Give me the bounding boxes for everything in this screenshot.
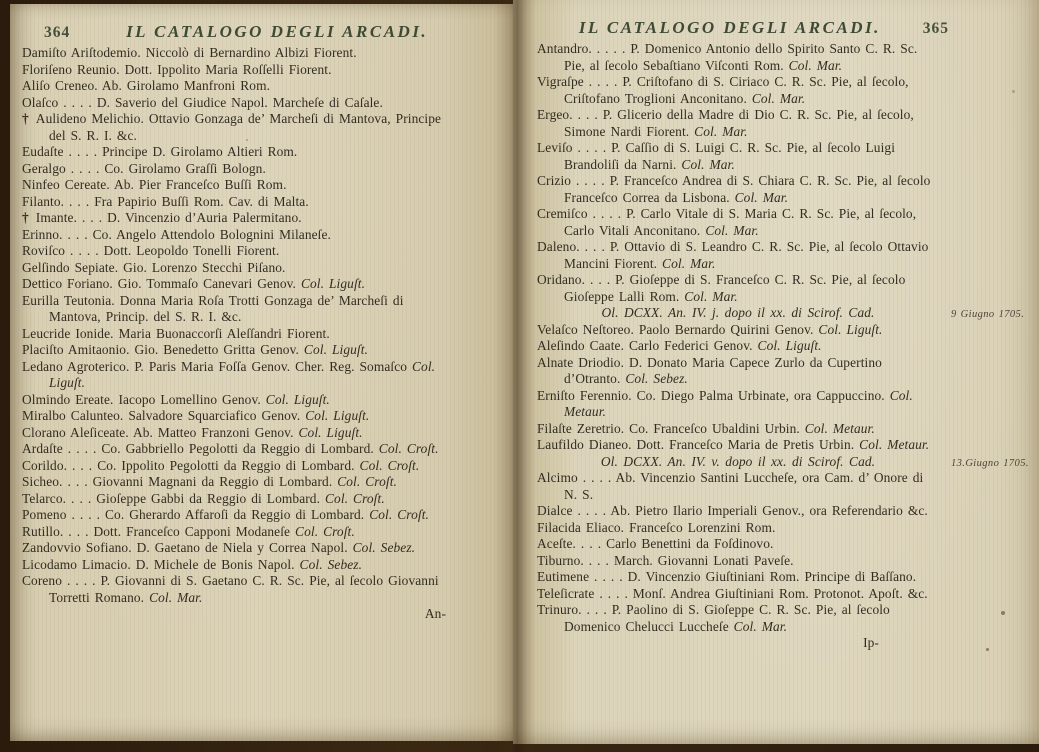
catalog-entry: [22, 111, 460, 144]
entry-text: Teleſicrate . . . . Monſ. Andrea Giuſtiniani Rom. Protonot. Apoſt. &c.: [537, 585, 928, 601]
catalog-entry: [22, 260, 460, 277]
entry-text: Aliſo Creneo. Ab. Girolamo Manfroni Rom.: [22, 78, 271, 93]
entry-text: Aleſindo Caate. Carlo Federici Genov.: [537, 338, 753, 353]
entry-text: Vigraſpe . . . . P. Criſtofano di S. Ciriaco C. R. Sc. Pie, al ſecolo, Criſtofano Troglioni Anconitano.: [537, 74, 909, 106]
entry-text: Licodamo Limacio. D. Michele de Bonis Napol.: [22, 556, 295, 572]
left-text-column: [22, 45, 460, 623]
entry-text: Eurilla Teutonia. Donna Maria Roſa Trotti Gonzaga de’ Marcheſi di Mantova, Princip. del S. R. I. &c.: [22, 292, 404, 324]
catalog-entry: [537, 140, 939, 173]
catalog-entry: [22, 342, 460, 359]
entry-text: Coreno . . . . P. Giovanni di S. Gaetano C. R. Sc. Pie, al ſecolo Giovanni Torretti Romano.: [22, 573, 439, 605]
entry-text: Daleno. . . . P. Ottavio di S. Leandro C. R. Sc. Pie, al ſecolo Ottavio Mancini Fiorent.: [537, 239, 929, 271]
entry-text: Placiſto Amitaonio. Gio. Benedetto Gritta Genov.: [22, 342, 299, 357]
catalog-entry: [22, 177, 460, 194]
entry-text: Antandro. . . . . P. Domenico Antonio dello Spirito Santo C. R. Sc. Pie, al ſecolo Sebaſtiano Viſconti Rom.: [537, 41, 918, 73]
catchword: An-: [424, 606, 446, 621]
entry-text: Zandovvio Sofiano. D. Gaetano de Niela y Correa Napol.: [22, 540, 348, 555]
entry-text: Olmindo Ereate. Iacopo Lomellino Genov.: [22, 391, 261, 407]
colony-label: Col. Mar.: [783, 57, 843, 73]
colony-label: Col. Sebez.: [347, 540, 416, 555]
colony-label: Col. Croſt.: [320, 490, 385, 506]
paper-speck: [1012, 90, 1015, 93]
paper-speck: [246, 139, 248, 141]
entry-text: Aulideno Melichio. Ottavio Gonzaga de’ Marcheſi di Mantova, Principe del S. R. I. &c.: [35, 111, 442, 143]
left-page-header: [44, 22, 484, 42]
entry-text: Olaſco . . . . D. Saverio del Giudice Napol. Marcheſe di Caſale.: [22, 94, 383, 110]
entry-text: Oridano. . . . P. Gioſeppe di S. Franceſco C. R. Sc. Pie, al ſecolo Gioſeppe Lalli Rom.: [537, 272, 906, 304]
catalog-entry: [22, 293, 460, 326]
entry-text: Eudaſte . . . . Principe D. Girolamo Altieri Rom.: [22, 144, 298, 159]
catalog-entry: [537, 173, 939, 206]
catalog-entry: [22, 210, 460, 227]
entry-text: Gelſindo Sepiate. Gio. Lorenzo Stecchi Piſano.: [22, 259, 286, 275]
entry-text: Dialce . . . . Ab. Pietro Ilario Imperiali Genov., ora Referendario &c.: [537, 503, 928, 518]
entry-text: Laufildo Dianeo. Dott. Franceſco Maria de Pretis Urbin.: [537, 437, 855, 452]
colony-label: Col. Croſt.: [290, 523, 355, 539]
colony-label: Col. Mar.: [679, 288, 738, 304]
page-number-right: 365: [922, 20, 949, 37]
catalog-entry: [537, 503, 939, 520]
entry-text: Filacida Eliaco. Franceſco Lorenzini Rom.: [537, 519, 776, 535]
colony-label: Col. Liguſt.: [752, 338, 822, 353]
colony-label: Col. Sebez.: [620, 371, 688, 386]
catalog-entry: [22, 458, 460, 475]
catalog-entry: [22, 359, 460, 392]
catalog-entry: [22, 425, 460, 442]
entry-text: Tiburno. . . . March. Giovanni Lonati Paveſe.: [537, 552, 794, 568]
entry-text: Erniſto Ferennio. Co. Diego Palma Urbinate, ora Cappuccino.: [537, 387, 885, 403]
catalog-entry: [537, 520, 939, 537]
colony-label: Col. Mar.: [700, 222, 759, 238]
entry-text: Ardaſte . . . . Co. Gabbriello Pegolotti da Reggio di Lombard.: [22, 441, 374, 456]
entry-text: Alcimo . . . . Ab. Vincenzio Santini Luccheſe, ora Cam. d’ Onore di N. S.: [537, 470, 924, 502]
catalog-entry: [537, 388, 939, 421]
entry-text: Filaſte Zeretrio. Co. Franceſco Ubaldini Urbin.: [537, 420, 800, 436]
entry-text: Ergeo. . . . P. Glicerio della Madre di Dio C. R. Sc. Pie, al ſecolo, Simone Nardi Fiorent.: [537, 107, 914, 139]
catalog-entry: [537, 107, 939, 140]
right-text-column: [537, 41, 1029, 652]
catalog-entry: [537, 355, 939, 388]
catalog-entry: [22, 326, 460, 343]
entry-text: Miralbo Calunteo. Salvadore Squarciafico Genov.: [22, 408, 301, 423]
entry-text: Ol. DCXX. An. IV. v. dopo il xx. di Scirof. Cad.: [600, 453, 876, 469]
catalog-entry: [537, 569, 939, 586]
colony-label: Col. Liguſt.: [296, 276, 366, 291]
catalog-entry: [537, 536, 939, 553]
right-page-header: [537, 18, 949, 38]
catchword: Ip-: [863, 635, 879, 650]
entry-text: Cremiſco . . . . P. Carlo Vitale di S. Maria C. R. Sc. Pie, al ſecolo, Carlo Vitali Anconitano.: [537, 206, 917, 238]
catalog-entry: [22, 227, 460, 244]
colony-label: Col. Liguſt.: [813, 321, 883, 337]
catalog-entry: [22, 392, 460, 409]
entry-text: Roviſco . . . . Dott. Leopoldo Tonelli Fiorent.: [22, 243, 280, 258]
colony-label: Col. Liguſt.: [260, 391, 330, 407]
running-title-left: IL CATALOGO DEGLI ARCADI.: [126, 22, 429, 41]
catalog-entry: [22, 161, 460, 178]
catalog-entry: [537, 338, 939, 355]
entry-text: Eutimene . . . . D. Vincenzio Giuſtiniani Rom. Principe di Baſſano.: [537, 569, 917, 584]
colony-label: Col. Mar.: [657, 255, 716, 271]
entry-text: Ol. DCXX. An. IV. j. dopo il xx. di Scirof. Cad.: [601, 305, 875, 320]
colony-label: Col. Mar.: [689, 123, 748, 139]
catalog-entry: [22, 62, 460, 79]
catalog-entry: [537, 239, 939, 272]
catalog-entry: [22, 524, 460, 541]
entry-text: Velaſco Neſtoreo. Paolo Bernardo Quirini Genov.: [537, 321, 814, 337]
catalog-entry: [537, 421, 939, 438]
entry-text: Ninfeo Cereate. Ab. Pier Franceſco Buſſi Rom.: [22, 177, 287, 192]
page-number-left: 364: [44, 24, 71, 41]
colony-label: Col. Liguſt.: [300, 408, 370, 423]
entry-text: Pomeno . . . . Co. Gherardo Affaroſi da Reggio di Lombard.: [22, 507, 365, 522]
left-page: [10, 4, 513, 741]
colony-label: Col. Croſt.: [332, 474, 398, 489]
entry-text: Imante. . . . D. Vincenzio d’Auria Palermitano.: [35, 210, 302, 225]
entry-text: Alnate Driodio. D. Donato Maria Capece Zurlo da Cupertino d’Otranto.: [537, 354, 882, 386]
colony-label: Col. Metaur.: [564, 387, 913, 419]
colony-label: Col. Mar.: [728, 618, 788, 634]
colony-label: Col. Mar.: [676, 156, 735, 172]
entry-text: Telarco. . . . Gioſeppe Gabbi da Reggio di Lombard.: [22, 490, 321, 506]
catalog-entry: [22, 474, 460, 491]
catalog-entry: [537, 322, 939, 339]
entry-text: Filanto. . . . Fra Papirio Buſſi Rom. Cav. di Malta.: [22, 193, 309, 209]
catalog-entry: [22, 194, 460, 211]
entry-text: Erinno. . . . Co. Angelo Attendolo Bolognini Milaneſe.: [22, 226, 331, 242]
catalog-entry: [537, 41, 939, 74]
colony-label: Col. Sebez.: [294, 556, 363, 572]
colony-label: Col. Liguſt.: [49, 358, 436, 390]
catalog-entry: [22, 45, 460, 62]
entry-text: Trinuro. . . . P. Paolino di S. Gioſeppe C. R. Sc. Pie, al ſecolo Domenico Chelucci Luccheſe: [537, 602, 890, 634]
entry-text: Clorano Aleſiceate. Ab. Matteo Franzoni Genov.: [22, 424, 294, 440]
catalog-entry: [22, 557, 460, 574]
catalog-entry: [537, 272, 939, 305]
right-page: [513, 0, 1039, 744]
entry-text: Corildo. . . . Co. Ippolito Pegolotti da Reggio di Lombard.: [22, 457, 355, 473]
entry-text: Sicheo. . . . Giovanni Magnani da Reggio di Lombard.: [22, 474, 333, 489]
entry-text: Ledano Agroterico. P. Paris Maria Foſſa Genov. Cher. Reg. Somaſco: [22, 358, 408, 374]
margin-note-date: 13.Giugno 1705.: [951, 457, 1029, 469]
cross-icon: †: [22, 210, 29, 225]
catalog-entry: [22, 78, 460, 95]
cross-icon: †: [22, 111, 29, 126]
catalog-entry: [22, 573, 460, 606]
catalog-entry: [22, 243, 460, 260]
olympiad-heading: [537, 453, 1029, 471]
catalog-entry: [22, 144, 460, 161]
entry-text: Damiſto Ariſtodemio. Niccolò di Bernardino Albizi Fiorent.: [22, 45, 357, 60]
catalog-entry: [22, 507, 460, 524]
colony-label: Col. Croſt.: [354, 457, 420, 473]
catalog-entry: [537, 470, 939, 503]
entry-text: Rutillo. . . . Dott. Franceſco Capponi Modaneſe: [22, 523, 291, 539]
catalog-entry: [22, 491, 460, 508]
catalog-entry: [22, 95, 460, 112]
entry-text: Crizio . . . . P. Franceſco Andrea di S. Chiara C. R. Sc. Pie, al ſecolo Franceſco Correa da Lisbona.: [537, 173, 931, 205]
margin-note-date: 9 Giugno 1705.: [951, 309, 1025, 320]
olympiad-heading: [537, 305, 1025, 322]
colony-label: Col. Liguſt.: [293, 424, 363, 440]
entry-text: Floriſeno Reunio. Dott. Ippolito Maria Roſſelli Fiorent.: [22, 61, 332, 77]
paper-speck: [1001, 611, 1005, 615]
catalog-entry: [22, 408, 460, 425]
colony-label: Col. Mar.: [729, 189, 789, 205]
catalog-entry: [537, 553, 939, 570]
entry-text: Aceſte. . . . Carlo Benettini da Foſdinovo.: [537, 536, 774, 551]
colony-label: Col. Croſt.: [373, 441, 439, 456]
colony-label: Col. Metaur.: [799, 420, 875, 436]
colony-label: Col. Metaur.: [854, 437, 930, 452]
entry-text: Dettico Foriano. Gio. Tommaſo Canevari Genov.: [22, 276, 296, 291]
running-title-right: IL CATALOGO DEGLI ARCADI.: [578, 18, 881, 37]
paper-speck: [986, 648, 989, 651]
entry-text: Leucride Ionide. Maria Buonaccorſi Aleſſandri Fiorent.: [22, 325, 330, 341]
entry-text: Leviſo . . . . P. Caſſio di S. Luigi C. R. Sc. Pie, al ſecolo Luigi Brandoliſi da Narni.: [537, 140, 896, 172]
colony-label: Col. Mar.: [144, 589, 203, 605]
catalog-entry: [537, 586, 939, 603]
catalog-entry: [22, 276, 460, 293]
catalog-entry: [22, 441, 460, 458]
catalog-entry: [537, 74, 939, 107]
entry-text: Geralgo . . . . Co. Girolamo Graſſi Bologn.: [22, 160, 266, 176]
catalog-entry: [22, 540, 460, 557]
catalog-entry: [537, 437, 939, 454]
catalog-entry: [537, 602, 939, 635]
colony-label: Col. Mar.: [746, 90, 806, 106]
colony-label: Col. Croſt.: [364, 507, 429, 522]
catalog-entry: [537, 206, 939, 239]
colony-label: Col. Liguſt.: [298, 342, 369, 357]
